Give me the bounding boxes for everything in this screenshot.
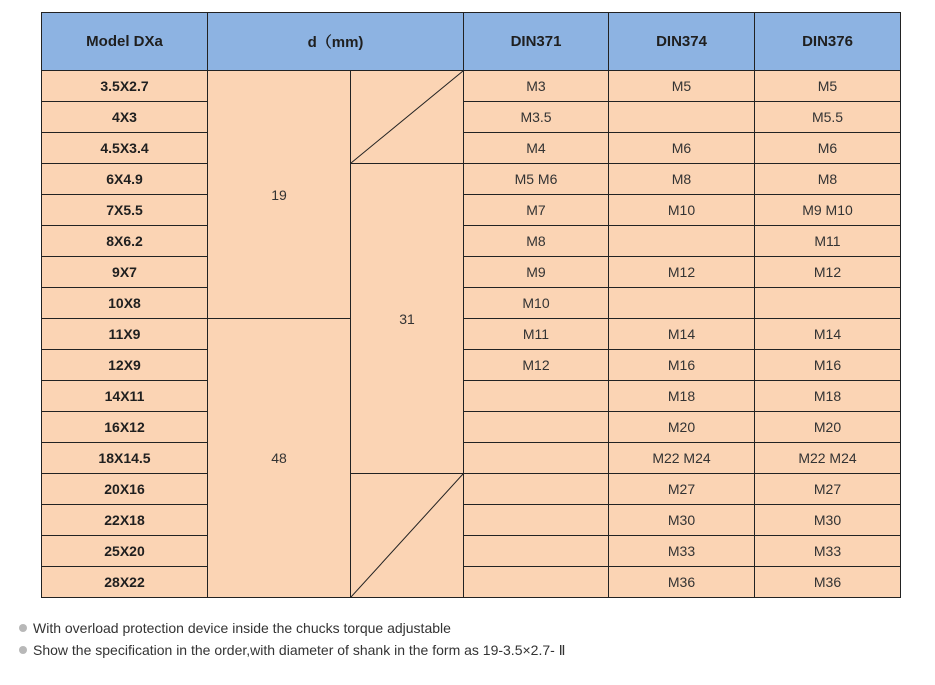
model-cell: 18X14.5 bbox=[42, 443, 208, 474]
length-cell: 31 bbox=[351, 164, 464, 474]
table-row bbox=[42, 102, 901, 133]
table-row bbox=[42, 164, 901, 195]
model-cell: 3.5X2.7 bbox=[42, 71, 208, 102]
table-body bbox=[42, 71, 901, 598]
din374-cell: M14 bbox=[609, 319, 755, 350]
model-cell: 22X18 bbox=[42, 505, 208, 536]
din371-cell bbox=[464, 567, 609, 598]
model-cell: 28X22 bbox=[42, 567, 208, 598]
table-row bbox=[42, 71, 901, 102]
diagonal-line bbox=[351, 71, 463, 163]
bullet-icon bbox=[19, 624, 27, 632]
model-cell: 16X12 bbox=[42, 412, 208, 443]
din376-cell: M5 bbox=[755, 71, 901, 102]
table-row bbox=[42, 505, 901, 536]
din371-cell bbox=[464, 536, 609, 567]
din376-cell: M8 bbox=[755, 164, 901, 195]
din371-cell bbox=[464, 443, 609, 474]
note-item bbox=[19, 617, 566, 639]
din371-cell bbox=[464, 412, 609, 443]
table-row bbox=[42, 381, 901, 412]
table-row bbox=[42, 319, 901, 350]
header-din376: DIN376 bbox=[755, 13, 901, 71]
table-row bbox=[42, 474, 901, 505]
din374-cell: M16 bbox=[609, 350, 755, 381]
din376-cell: M22 M24 bbox=[755, 443, 901, 474]
bullet-icon bbox=[19, 646, 27, 654]
din371-cell: M8 bbox=[464, 226, 609, 257]
header-model: Model DXa bbox=[42, 13, 208, 71]
model-cell: 14X11 bbox=[42, 381, 208, 412]
din374-cell: M8 bbox=[609, 164, 755, 195]
note-text: With overload protection device inside the chucks torque adjustable bbox=[33, 620, 451, 636]
diagonal-line bbox=[351, 474, 463, 597]
model-cell: 12X9 bbox=[42, 350, 208, 381]
din371-cell: M3 bbox=[464, 71, 609, 102]
din374-cell: M20 bbox=[609, 412, 755, 443]
spec-table bbox=[41, 12, 901, 598]
note-text: Show the specification in the order,with diameter of shank in the form as 19-3.5×2.7- Ⅱ bbox=[33, 642, 566, 658]
din374-cell bbox=[609, 102, 755, 133]
din374-cell: M18 bbox=[609, 381, 755, 412]
din376-cell: M16 bbox=[755, 350, 901, 381]
table-row bbox=[42, 226, 901, 257]
din374-cell: M30 bbox=[609, 505, 755, 536]
shank-group-19: 19 bbox=[208, 71, 351, 319]
din371-cell: M4 bbox=[464, 133, 609, 164]
table-row bbox=[42, 412, 901, 443]
din376-cell: M14 bbox=[755, 319, 901, 350]
din376-cell: M36 bbox=[755, 567, 901, 598]
din374-cell bbox=[609, 288, 755, 319]
din376-cell: M11 bbox=[755, 226, 901, 257]
header-d-mm: d（mm) bbox=[208, 13, 464, 71]
din371-cell bbox=[464, 381, 609, 412]
din374-cell bbox=[609, 226, 755, 257]
table-row bbox=[42, 567, 901, 598]
din374-cell: M5 bbox=[609, 71, 755, 102]
din376-cell: M5.5 bbox=[755, 102, 901, 133]
din376-cell: M12 bbox=[755, 257, 901, 288]
diagonal-slash-cell bbox=[351, 474, 464, 598]
model-cell: 4X3 bbox=[42, 102, 208, 133]
din374-cell: M6 bbox=[609, 133, 755, 164]
din374-cell: M12 bbox=[609, 257, 755, 288]
din376-cell: M20 bbox=[755, 412, 901, 443]
din371-cell: M3.5 bbox=[464, 102, 609, 133]
din376-cell: M9 M10 bbox=[755, 195, 901, 226]
table-row bbox=[42, 195, 901, 226]
din371-cell bbox=[464, 474, 609, 505]
din374-cell: M33 bbox=[609, 536, 755, 567]
din371-cell: M12 bbox=[464, 350, 609, 381]
din371-cell: M10 bbox=[464, 288, 609, 319]
din376-cell: M27 bbox=[755, 474, 901, 505]
model-cell: 4.5X3.4 bbox=[42, 133, 208, 164]
table-row bbox=[42, 350, 901, 381]
model-cell: 8X6.2 bbox=[42, 226, 208, 257]
model-cell: 25X20 bbox=[42, 536, 208, 567]
din371-cell: M9 bbox=[464, 257, 609, 288]
din374-cell: M10 bbox=[609, 195, 755, 226]
model-cell: 6X4.9 bbox=[42, 164, 208, 195]
notes-list bbox=[19, 617, 566, 661]
din374-cell: M27 bbox=[609, 474, 755, 505]
spec-table-container bbox=[41, 12, 901, 598]
din376-cell: M30 bbox=[755, 505, 901, 536]
din371-cell: M11 bbox=[464, 319, 609, 350]
din371-cell bbox=[464, 505, 609, 536]
model-cell: 7X5.5 bbox=[42, 195, 208, 226]
note-item bbox=[19, 639, 566, 661]
header-din374: DIN374 bbox=[609, 13, 755, 71]
table-row bbox=[42, 257, 901, 288]
model-cell: 20X16 bbox=[42, 474, 208, 505]
table-row bbox=[42, 133, 901, 164]
table-row bbox=[42, 536, 901, 567]
din376-cell: M6 bbox=[755, 133, 901, 164]
model-cell: 9X7 bbox=[42, 257, 208, 288]
din374-cell: M22 M24 bbox=[609, 443, 755, 474]
table-row bbox=[42, 443, 901, 474]
din376-cell: M33 bbox=[755, 536, 901, 567]
model-cell: 10X8 bbox=[42, 288, 208, 319]
din376-cell: M18 bbox=[755, 381, 901, 412]
model-cell: 11X9 bbox=[42, 319, 208, 350]
diagonal-slash-cell bbox=[351, 71, 464, 164]
shank-group-48: 48 bbox=[208, 319, 351, 598]
din374-cell: M36 bbox=[609, 567, 755, 598]
din376-cell bbox=[755, 288, 901, 319]
din371-cell: M7 bbox=[464, 195, 609, 226]
table-row bbox=[42, 288, 901, 319]
din371-cell: M5 M6 bbox=[464, 164, 609, 195]
header-row bbox=[42, 13, 901, 71]
header-din371: DIN371 bbox=[464, 13, 609, 71]
